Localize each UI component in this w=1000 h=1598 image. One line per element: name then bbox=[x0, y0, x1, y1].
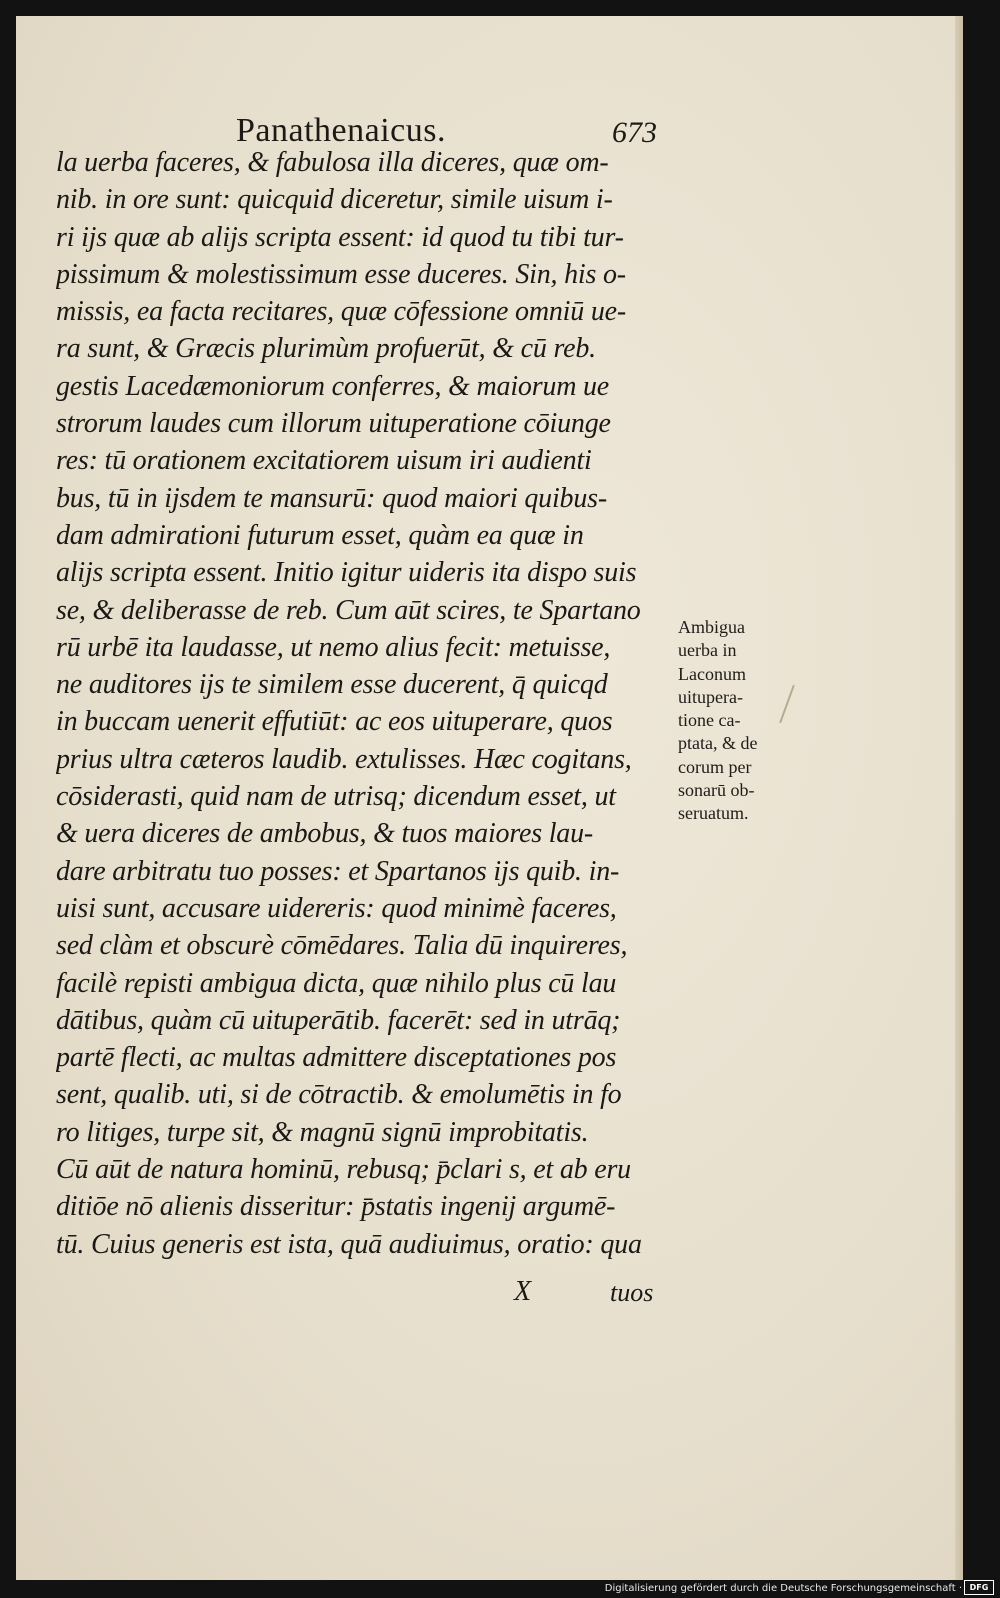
page-edge bbox=[955, 16, 963, 1580]
running-head: Panathenaicus. bbox=[236, 112, 446, 149]
book-page bbox=[16, 16, 963, 1580]
text-line: nib. in ore sunt: quicquid diceretur, simile uisum i- bbox=[56, 184, 613, 216]
text-line: Cū aūt de natura hominū, rebusq; p̄clari s, et ab eru bbox=[56, 1154, 631, 1186]
text-line: in buccam uenerit effutiūt: ac eos uituperare, quos bbox=[56, 706, 613, 738]
text-line: missis, ea facta recitares, quæ cōfessione omniū ue- bbox=[56, 296, 626, 328]
page-footer-line bbox=[16, 1276, 963, 1316]
text-line: pissimum & molestissimum esse duceres. Sin, his o- bbox=[56, 258, 626, 290]
text-line: la uerba faceres, & fabulosa illa diceres, quæ om- bbox=[56, 147, 609, 178]
text-line: facilè repisti ambigua dicta, quæ nihilo plus cū lau bbox=[56, 967, 617, 999]
text-line: prius ultra cæteros laudib. extulisses. Hæc cogitans, bbox=[56, 743, 632, 775]
marginal-note-line: corum per bbox=[678, 756, 752, 777]
marginal-note-line: Ambigua bbox=[678, 617, 745, 637]
text-line: bus, tū in ijsdem te mansurū: quod maiori quibus- bbox=[56, 482, 607, 514]
text-line: ne auditores ijs te similem esse ducerent, q̄ quicqd bbox=[56, 669, 608, 701]
main-text-block bbox=[56, 144, 696, 1263]
marginal-note-line: ptata, & de bbox=[678, 733, 758, 754]
text-line: partē flecti, ac multas admittere disceptationes pos bbox=[56, 1042, 617, 1074]
text-line: ra sunt, & Græcis plurimùm profuerūt, & cū reb. bbox=[56, 333, 596, 365]
text-line: ditiōe nō alienis disseritur: p̄statis ingenij argumē- bbox=[56, 1191, 616, 1223]
text-line: alijs scripta essent. Initio igitur uideris ita dispo suis bbox=[56, 557, 637, 589]
text-line: gestis Lacedæmoniorum conferres, & maiorum ue bbox=[56, 370, 610, 402]
text-line: rū urbē ita laudasse, ut nemo alius fecit: metuisse, bbox=[56, 631, 611, 663]
text-line: se, & deliberasse de reb. Cum aūt scires, te Spartano bbox=[56, 594, 641, 626]
text-line: res: tū orationem excitatiorem uisum iri audienti bbox=[56, 445, 592, 477]
text-line: tū. Cuius generis est ista, quā audiuimus, oratio: qua bbox=[56, 1228, 642, 1260]
text-line: sent, qualib. uti, si de cōtractib. & emolumētis in fo bbox=[56, 1079, 622, 1111]
marginal-note-line: sonarū ob- bbox=[678, 780, 755, 801]
marginal-note-line: uerba in bbox=[678, 640, 737, 661]
page-number: 673 bbox=[612, 116, 657, 149]
text-line: ro litiges, turpe sit, & magnū signū improbitatis. bbox=[56, 1116, 589, 1148]
marginal-note-line: tione ca- bbox=[678, 710, 741, 731]
text-line: uisi sunt, accusare uidereris: quod minimè faceres, bbox=[56, 892, 617, 924]
marginal-note-line: Laconum bbox=[678, 663, 746, 684]
text-line: dare arbitratu tuo posses: et Spartanos ijs quib. in- bbox=[56, 855, 620, 887]
catchword: tuos bbox=[610, 1278, 654, 1307]
marginal-note-line: seruatum. bbox=[678, 803, 749, 824]
marginal-note-line: uitupera- bbox=[678, 686, 743, 707]
signature-mark: X bbox=[514, 1276, 532, 1307]
text-line: & uera diceres de ambobus, & tuos maiores lau- bbox=[56, 818, 594, 850]
text-line: dātibus, quàm cū uituperātib. facerēt: sed in utrāq; bbox=[56, 1004, 621, 1036]
dfg-logo: DFG bbox=[964, 1580, 994, 1595]
text-line: ri ijs quæ ab alijs scripta essent: id quod tu tibi tur- bbox=[56, 221, 624, 253]
text-line: cōsiderasti, quid nam de utrisq; dicendum esset, ut bbox=[56, 781, 616, 813]
digitization-credit: Digitalisierung gefördert durch die Deutsche Forschungsgemeinschaft · bbox=[604, 1583, 962, 1594]
text-line: sed clàm et obscurè cōmēdares. Talia dū inquireres, bbox=[56, 930, 628, 962]
text-line: dam admirationi futurum esset, quàm ea quæ in bbox=[56, 519, 584, 551]
text-line: strorum laudes cum illorum uituperatione cōiunge bbox=[56, 408, 611, 440]
